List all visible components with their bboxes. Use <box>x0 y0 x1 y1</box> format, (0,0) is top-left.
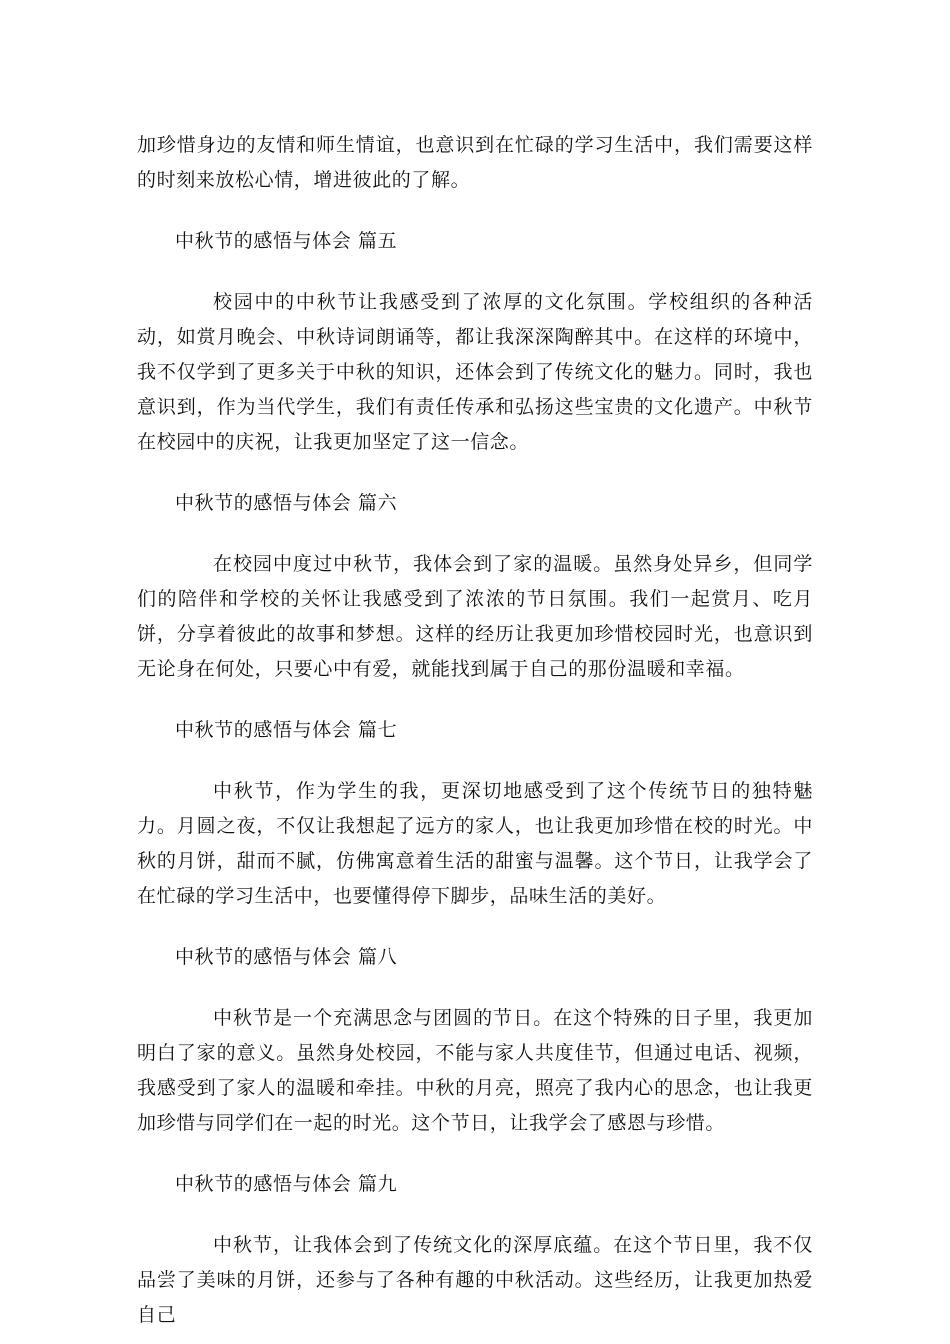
section-body-8: 中秋节是一个充满思念与团圆的节日。在这个特殊的日子里，我更加明白了家的意义。虽然身处校园，不能与家人共度佳节，但通过电话、视频，我感受到了家人的温暖和牵挂。中秋的月亮，照亮了我内心的思念，也让我更加珍惜与同学们在一起的时光。这个节日，让我学会了感恩与珍惜。 <box>137 1007 813 1134</box>
section-body-9: 中秋节，让我体会到了传统文化的深厚底蕴。在这个节日里，我不仅品尝了美味的月饼，还参与了各种有趣的中秋活动。这些经历，让我更加热爱自己 <box>137 1234 813 1326</box>
section-heading-6: 中秋节的感悟与体会 篇六 <box>175 492 398 514</box>
intro-paragraph: 加珍惜身边的友情和师生情谊，也意识到在忙碌的学习生活中，我们需要这样的时刻来放松心情，增进彼此的了解。 <box>137 134 813 191</box>
section-body-7: 中秋节，作为学生的我，更深切地感受到了这个传统节日的独特魅力。月圆之夜，不仅让我想起了远方的家人，也让我更加珍惜在校的时光。中秋的月饼，甜而不腻，仿佛寓意着生活的甜蜜与温馨。这个节日，让我学会了在忙碌的学习生活中，也要懂得停下脚步，品味生活的美好。 <box>137 780 813 907</box>
section-heading-8: 中秋节的感悟与体会 篇八 <box>175 946 398 968</box>
section-body-5: 校园中的中秋节让我感受到了浓厚的文化氛围。学校组织的各种活动，如赏月晚会、中秋诗词朗诵等，都让我深深陶醉其中。在这样的环境中，我不仅学到了更多关于中秋的知识，还体会到了传统文化的魅力。同时，我也意识到，作为当代学生，我们有责任传承和弘扬这些宝贵的文化遗产。中秋节在校园中的庆祝，让我更加坚定了这一信念。 <box>137 291 813 453</box>
section-heading-7: 中秋节的感悟与体会 篇七 <box>175 719 398 741</box>
section-heading-9: 中秋节的感悟与体会 篇九 <box>175 1173 398 1195</box>
section-heading-5: 中秋节的感悟与体会 篇五 <box>175 230 398 252</box>
section-body-6: 在校园中度过中秋节，我体会到了家的温暖。虽然身处异乡，但同学们的陪伴和学校的关怀让我感受到了浓浓的节日氛围。我们一起赏月、吃月饼，分享着彼此的故事和梦想。这样的经历让我更加珍惜校园时光，也意识到无论身在何处，只要心中有爱，就能找到属于自己的那份温暖和幸福。 <box>137 553 813 680</box>
document-page <box>137 128 813 1333</box>
